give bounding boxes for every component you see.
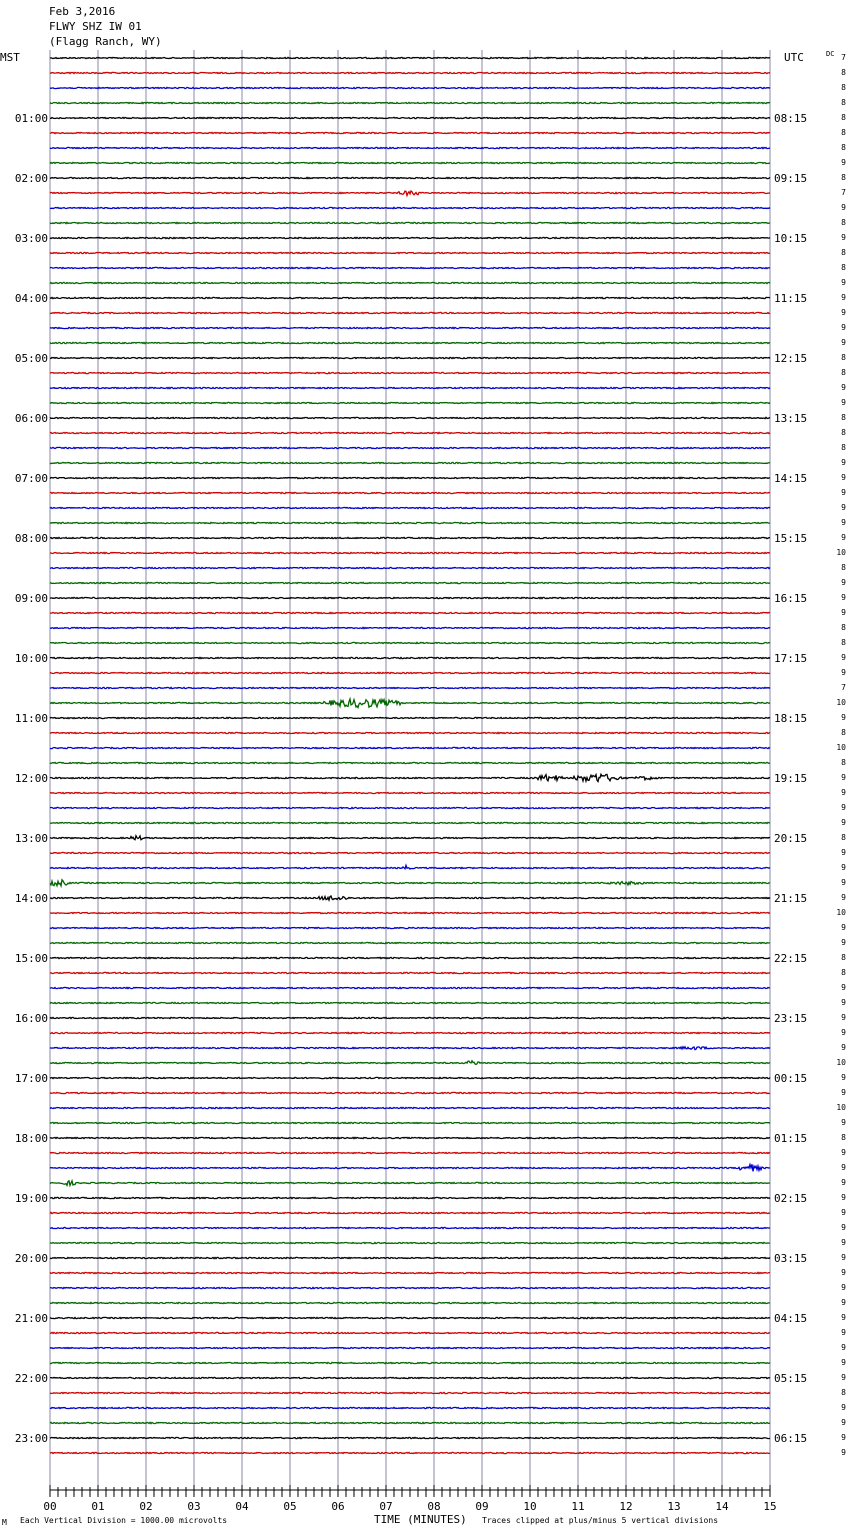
trace-line <box>50 657 770 658</box>
trace-line <box>50 1362 770 1363</box>
dc-value: 9 <box>841 848 846 857</box>
trace-line <box>50 132 770 133</box>
dc-value: 9 <box>841 668 846 677</box>
x-tick-label: 14 <box>715 1500 729 1513</box>
dc-value: 8 <box>841 113 846 122</box>
hour-label-left: 16:00 <box>14 1012 48 1025</box>
dc-value: 9 <box>841 1448 846 1457</box>
trace-line <box>50 774 770 781</box>
dc-value: 9 <box>841 1163 846 1172</box>
trace-line <box>50 1061 770 1065</box>
dc-value: 8 <box>841 413 846 422</box>
dc-value: 8 <box>841 1388 846 1397</box>
header-date: Feb 3,2016 <box>49 5 116 18</box>
x-tick-label: 09 <box>475 1500 489 1513</box>
trace-line <box>50 1047 770 1050</box>
dc-value: 8 <box>841 263 846 272</box>
trace-line <box>50 191 770 196</box>
hour-label-left: 19:00 <box>14 1192 48 1205</box>
trace-line <box>50 177 770 178</box>
trace-line <box>50 1092 770 1093</box>
dc-value: 9 <box>841 788 846 797</box>
trace-line <box>50 312 770 313</box>
dc-value: 8 <box>841 443 846 452</box>
hour-label-right: 06:15 <box>774 1432 808 1445</box>
hour-label-left: 18:00 <box>14 1132 48 1145</box>
hour-label-left: 09:00 <box>14 592 48 605</box>
dc-value: 9 <box>841 1283 846 1292</box>
hour-label-left: 15:00 <box>14 952 48 965</box>
dc-value: 9 <box>841 158 846 167</box>
dc-value: 9 <box>841 1433 846 1442</box>
trace-line <box>50 267 770 268</box>
hour-label-right: 20:15 <box>774 832 808 845</box>
dc-value: 9 <box>841 533 846 542</box>
trace-line <box>50 327 770 328</box>
hour-label-right: 05:15 <box>774 1372 808 1385</box>
trace-line <box>50 147 770 148</box>
trace-line <box>50 87 770 88</box>
dc-value: 9 <box>841 338 846 347</box>
dc-value: 9 <box>841 503 846 512</box>
dc-value: 9 <box>841 983 846 992</box>
hour-label-right: 08:15 <box>774 112 808 125</box>
hour-label-right: 02:15 <box>774 1192 808 1205</box>
dc-value: 9 <box>841 518 846 527</box>
trace-line <box>50 1137 770 1138</box>
hour-label-left: 21:00 <box>14 1312 48 1325</box>
scale-note: Each Vertical Division = 1000.00 microvolts <box>20 1516 228 1525</box>
trace-line <box>50 1164 770 1171</box>
trace-line <box>50 972 770 973</box>
trace-line <box>50 822 770 823</box>
trace-line <box>50 1122 770 1123</box>
hour-label-left: 20:00 <box>14 1252 48 1265</box>
dc-value: 9 <box>841 1043 846 1052</box>
x-tick-label: 12 <box>619 1500 633 1513</box>
dc-value: 8 <box>841 353 846 362</box>
dc-value: 10 <box>836 743 846 752</box>
dc-value: 9 <box>841 308 846 317</box>
dc-value: 9 <box>841 1358 846 1367</box>
header-location: (Flagg Ranch, WY) <box>49 35 162 48</box>
trace-line <box>50 836 770 840</box>
dc-value: 9 <box>841 1073 846 1082</box>
x-tick-label: 11 <box>571 1500 585 1513</box>
trace-line <box>50 627 770 628</box>
trace-line <box>50 927 770 928</box>
hour-label-left: 04:00 <box>14 292 48 305</box>
dc-value: 10 <box>836 908 846 917</box>
trace-line <box>50 1272 770 1273</box>
trace-line <box>50 942 770 943</box>
dc-value: 8 <box>841 368 846 377</box>
trace-line <box>50 237 770 238</box>
x-tick-label: 08 <box>427 1500 441 1513</box>
trace-line <box>50 252 770 253</box>
dc-value: 9 <box>841 713 846 722</box>
dc-value: 9 <box>841 1013 846 1022</box>
hour-label-left: 10:00 <box>14 652 48 665</box>
trace-line <box>50 1077 770 1078</box>
dc-value: 7 <box>841 683 846 692</box>
trace-line <box>50 687 770 688</box>
trace-line <box>50 477 770 478</box>
dc-value: 8 <box>841 563 846 572</box>
dc-value: 9 <box>841 1193 846 1202</box>
trace-line <box>50 1332 770 1333</box>
dc-value: 9 <box>841 233 846 242</box>
x-tick-label: 15 <box>763 1500 777 1513</box>
trace-line <box>50 462 770 463</box>
hour-label-right: 12:15 <box>774 352 808 365</box>
hour-label-right: 22:15 <box>774 952 808 965</box>
hour-label-right: 18:15 <box>774 712 808 725</box>
trace-line <box>50 1257 770 1258</box>
dc-value: 9 <box>841 1343 846 1352</box>
hour-label-left: 13:00 <box>14 832 48 845</box>
hour-label-right: 15:15 <box>774 532 808 545</box>
hour-label-right: 16:15 <box>774 592 808 605</box>
dc-value: 9 <box>841 1028 846 1037</box>
right-tz-label: UTC <box>784 51 804 64</box>
dc-value: 9 <box>841 323 846 332</box>
trace-line <box>50 672 770 673</box>
dc-value: 9 <box>841 653 846 662</box>
dc-value: 9 <box>841 578 846 587</box>
trace-line <box>50 207 770 208</box>
hour-label-left: 06:00 <box>14 412 48 425</box>
dc-value: 9 <box>841 818 846 827</box>
trace-line <box>50 1302 770 1303</box>
dc-value: 9 <box>841 1253 846 1262</box>
trace-line <box>50 1017 770 1018</box>
hour-label-left: 07:00 <box>14 472 48 485</box>
trace-line <box>50 1212 770 1213</box>
dc-value: 9 <box>841 1208 846 1217</box>
trace-line <box>50 1317 770 1318</box>
trace-line <box>50 642 770 643</box>
trace-line <box>50 72 770 73</box>
trace-line <box>50 957 770 958</box>
trace-line <box>50 162 770 163</box>
dc-value: 9 <box>841 1418 846 1427</box>
trace-line <box>50 582 770 583</box>
dc-value: 8 <box>841 83 846 92</box>
dc-value: 8 <box>841 638 846 647</box>
dc-value: 7 <box>841 188 846 197</box>
dc-value: 8 <box>841 623 846 632</box>
x-tick-label: 04 <box>235 1500 249 1513</box>
trace-line <box>50 1032 770 1033</box>
hour-label-left: 11:00 <box>14 712 48 725</box>
hour-label-left: 22:00 <box>14 1372 48 1385</box>
trace-line <box>50 1452 770 1453</box>
x-tick-label: 02 <box>139 1500 153 1513</box>
dc-value: 9 <box>841 863 846 872</box>
dc-value: 9 <box>841 278 846 287</box>
dc-value: 9 <box>841 1118 846 1127</box>
hour-label-right: 00:15 <box>774 1072 808 1085</box>
hour-label-left: 12:00 <box>14 772 48 785</box>
trace-line <box>50 537 770 538</box>
hour-label-left: 14:00 <box>14 892 48 905</box>
dc-value: 9 <box>841 1148 846 1157</box>
hour-label-left: 08:00 <box>14 532 48 545</box>
trace-line <box>50 880 770 886</box>
trace-line <box>50 117 770 118</box>
x-tick-label: 13 <box>667 1500 681 1513</box>
trace-line <box>50 896 770 900</box>
hour-label-right: 17:15 <box>774 652 808 665</box>
dc-header-label: DC <box>826 50 835 58</box>
x-tick-label: 03 <box>187 1500 201 1513</box>
trace-line <box>50 57 770 58</box>
hour-label-right: 21:15 <box>774 892 808 905</box>
trace-line <box>50 1242 770 1243</box>
dc-value: 8 <box>841 728 846 737</box>
dc-value: 9 <box>841 473 846 482</box>
dc-value: 8 <box>841 833 846 842</box>
trace-line <box>50 699 770 708</box>
trace-line <box>50 762 770 763</box>
dc-value: 9 <box>841 938 846 947</box>
x-tick-label: 05 <box>283 1500 297 1513</box>
trace-line <box>50 432 770 433</box>
dc-value: 8 <box>841 248 846 257</box>
clip-note: Traces clipped at plus/minus 5 vertical divisions <box>482 1516 719 1525</box>
hour-label-right: 14:15 <box>774 472 808 485</box>
trace-line <box>50 447 770 448</box>
corner-mark: M <box>2 1518 7 1527</box>
dc-value: 9 <box>841 383 846 392</box>
dc-value: 8 <box>841 968 846 977</box>
trace-line <box>50 732 770 733</box>
trace-line <box>50 567 770 568</box>
trace-line <box>50 717 770 718</box>
trace-line <box>50 222 770 223</box>
trace-line <box>50 597 770 598</box>
dc-value: 9 <box>841 593 846 602</box>
trace-line <box>50 372 770 373</box>
x-tick-label: 06 <box>331 1500 345 1513</box>
dc-value: 10 <box>836 1103 846 1112</box>
trace-line <box>50 987 770 988</box>
dc-value: 9 <box>841 893 846 902</box>
trace-line <box>50 492 770 493</box>
trace-line <box>50 807 770 808</box>
x-tick-label: 01 <box>91 1500 105 1513</box>
trace-line <box>50 507 770 508</box>
trace-line <box>50 612 770 613</box>
dc-value: 8 <box>841 1133 846 1142</box>
hour-label-left: 17:00 <box>14 1072 48 1085</box>
dc-value: 10 <box>836 698 846 707</box>
trace-line <box>50 282 770 283</box>
hour-label-left: 05:00 <box>14 352 48 365</box>
hour-label-right: 11:15 <box>774 292 808 305</box>
hour-label-right: 09:15 <box>774 172 808 185</box>
trace-line <box>50 1227 770 1228</box>
dc-value: 8 <box>841 218 846 227</box>
hour-label-right: 03:15 <box>774 1252 808 1265</box>
dc-value: 9 <box>841 203 846 212</box>
trace-line <box>50 747 770 748</box>
hour-label-right: 19:15 <box>774 772 808 785</box>
dc-value: 9 <box>841 998 846 1007</box>
trace-line <box>50 522 770 523</box>
x-axis-title: TIME (MINUTES) <box>374 1513 467 1526</box>
dc-value: 10 <box>836 548 846 557</box>
trace-line <box>50 792 770 793</box>
dc-value: 9 <box>841 1373 846 1382</box>
trace-line <box>50 852 770 853</box>
dc-value: 9 <box>841 1298 846 1307</box>
trace-line <box>50 1197 770 1198</box>
trace-line <box>50 1437 770 1438</box>
dc-value: 8 <box>841 98 846 107</box>
trace-line <box>50 1181 770 1186</box>
hour-label-right: 13:15 <box>774 412 808 425</box>
trace-line <box>50 297 770 298</box>
dc-value: 9 <box>841 923 846 932</box>
trace-line <box>50 1407 770 1408</box>
dc-value: 9 <box>841 1313 846 1322</box>
dc-value: 7 <box>841 53 846 62</box>
dc-value: 8 <box>841 68 846 77</box>
dc-value: 9 <box>841 1223 846 1232</box>
dc-value: 9 <box>841 1238 846 1247</box>
dc-value: 9 <box>841 773 846 782</box>
dc-value: 8 <box>841 173 846 182</box>
x-tick-label: 00 <box>43 1500 57 1513</box>
hour-label-left: 01:00 <box>14 112 48 125</box>
hour-label-right: 10:15 <box>774 232 808 245</box>
trace-line <box>50 1347 770 1348</box>
trace-line <box>50 1287 770 1288</box>
trace-line <box>50 1152 770 1153</box>
dc-value: 8 <box>841 953 846 962</box>
hour-label-left: 02:00 <box>14 172 48 185</box>
dc-value: 8 <box>841 143 846 152</box>
trace-line <box>50 102 770 103</box>
trace-line <box>50 357 770 358</box>
trace-line <box>50 1377 770 1378</box>
dc-value: 10 <box>836 1058 846 1067</box>
dc-value: 9 <box>841 1268 846 1277</box>
x-tick-label: 10 <box>523 1500 537 1513</box>
left-tz-label: MST <box>0 51 20 64</box>
dc-value: 8 <box>841 758 846 767</box>
dc-value: 8 <box>841 128 846 137</box>
trace-line <box>50 865 770 869</box>
dc-value: 9 <box>841 398 846 407</box>
trace-line <box>50 402 770 403</box>
trace-line <box>50 912 770 913</box>
dc-value: 9 <box>841 293 846 302</box>
dc-value: 9 <box>841 488 846 497</box>
dc-value: 9 <box>841 1328 846 1337</box>
header-station: FLWY SHZ IW 01 <box>49 20 142 33</box>
dc-value: 8 <box>841 428 846 437</box>
dc-value: 9 <box>841 878 846 887</box>
trace-line <box>50 1422 770 1423</box>
hour-label-left: 23:00 <box>14 1432 48 1445</box>
hour-label-left: 03:00 <box>14 232 48 245</box>
dc-value: 9 <box>841 458 846 467</box>
trace-line <box>50 1002 770 1003</box>
x-tick-label: 07 <box>379 1500 393 1513</box>
trace-line <box>50 1392 770 1393</box>
dc-value: 9 <box>841 1403 846 1412</box>
trace-line <box>50 1107 770 1108</box>
trace-line <box>50 342 770 343</box>
dc-value: 9 <box>841 803 846 812</box>
hour-label-right: 23:15 <box>774 1012 808 1025</box>
hour-label-right: 01:15 <box>774 1132 808 1145</box>
trace-line <box>50 417 770 418</box>
hour-label-right: 04:15 <box>774 1312 808 1325</box>
dc-value: 9 <box>841 1088 846 1097</box>
dc-value: 9 <box>841 1178 846 1187</box>
trace-line <box>50 387 770 388</box>
dc-value: 9 <box>841 608 846 617</box>
trace-line <box>50 552 770 553</box>
